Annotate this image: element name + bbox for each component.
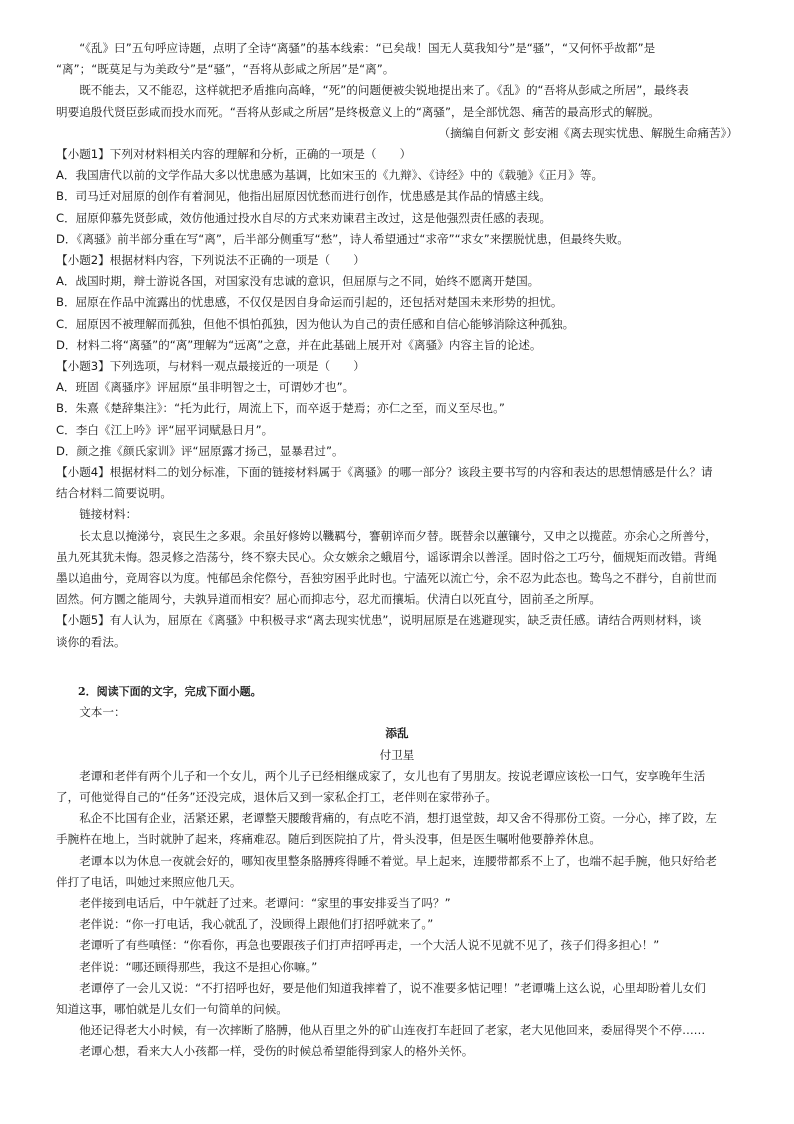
- question-stem: 【小题2】根据材料内容，下列说法不正确的一项是（ ）: [56, 253, 365, 268]
- paragraph-line: 他还记得老大小时候，有一次摔断了胳膊，他从百里之外的矿山连夜打车赶回了老家，老大见他回来，委屈得哭个不停……: [79, 1023, 706, 1038]
- link-material-label: 链接材料：: [79, 507, 138, 522]
- section-heading: 2．阅读下面的文字，完成下面小题。: [78, 684, 262, 698]
- question-stem: 【小题4】根据材料二的划分标准，下面的链接材料属于《离骚》的哪一部分？该段主要书写的内容和表达的思想情感是什么？请: [56, 465, 713, 480]
- paragraph-line: 手腕杵在地上，当时就肿了起来，疼痛难忍。随后到医院拍了片，骨头没事，但是医生嘱咐他要静养休息。: [56, 832, 601, 847]
- question-option: D．《离骚》前半部分重在写“离”，后半部分侧重写“愁”，诗人希望通过“求帝”“求女”来摆脱忧患，但最终失败。: [56, 231, 629, 246]
- link-material-line: 墨以追曲兮，竞周容以为度。忳郁邑余侘傺兮，吾独穷困乎此时也。宁溘死以流亡兮，余不忍为此态也。鸷鸟之不群兮，自前世而: [56, 571, 717, 586]
- paragraph-line: 老谭本以为休息一夜就会好的，哪知夜里整条胳膊疼得睡不着觉。早上起来，连腰带都系不上了，也端不起手腕，他只好给老: [79, 853, 717, 868]
- question-option: B．屈原在作品中流露出的忧患感，不仅仅是因自身命运而引起的，还包括对楚国未来形势的担忧。: [56, 295, 563, 310]
- question-option: A．我国唐代以前的文学作品大多以忧患感为基调，比如宋玉的《九辩》、《诗经》中的《载驰》《正月》等。: [56, 168, 604, 183]
- material-section: [56, 38, 738, 653]
- paragraph-line: 了，可他觉得自己的“任务”还没完成，退休后又到一家私企打工，老伴则在家带孙子。: [56, 789, 497, 804]
- article-title: 添乱: [385, 726, 409, 741]
- paragraph-line: 老伴说：“哪还顾得那些，我这不是担心你嘛。”: [79, 959, 318, 974]
- source-citation: （摘编自何新文 彭安湘《离去现实忧患、解脱生命痛苦》）: [438, 125, 738, 140]
- paragraph-line: 老谭停了一会儿又说：“不打招呼也好，要是他们知道我摔着了，说不准要多惦记哩！”老谭嘴上这么说，心里却盼着儿女们: [79, 980, 706, 995]
- question-option: A．战国时期，辩士游说各国，对国家没有忠诚的意识，但屈原与之不同，始终不愿离开楚国。: [56, 274, 540, 289]
- paragraph-line: 老伴接到电话后，中午就赶了过来。老谭问：“家里的事安排妥当了吗？”: [79, 895, 451, 910]
- question-option: C．李白《江上吟》评“屈平词赋悬日月”。: [56, 422, 274, 437]
- question-stem: 【小题3】下列选项，与材料一观点最接近的一项是（ ）: [56, 359, 365, 374]
- question-option: D．材料二将“离骚”的“离”理解为“远离”之意，并在此基础上展开对《离骚》内容主旨的论述。: [56, 337, 542, 352]
- paragraph-line: 伴打了电话，叫她过来照应他几天。: [56, 874, 242, 889]
- question-option: C．屈原仰慕先贤彭咸，效仿他通过投水自尽的方式来劝谏君主改过，这是他强烈责任感的表现。: [56, 210, 552, 225]
- question-option: C．屈原因不被理解而孤独，但他不惧怕孤独，因为他认为自己的责任感和自信心能够消除这种孤独。: [56, 316, 575, 331]
- text-label: 文本一：: [79, 705, 126, 720]
- reading-section: [56, 681, 738, 1063]
- paragraph-line: 明要追殷代贤臣彭咸而投水而死。“吾将从彭咸之所居”是终极意义上的“离骚”，是全部忧怨、痛苦的最高形式的解脱。: [56, 104, 660, 119]
- question-option: B．司马迁对屈原的创作有着洞见，他指出屈原因忧愁而进行创作，忧患感是其作品的情感主线。: [56, 189, 551, 204]
- question-line: 谈你的看法。: [56, 634, 126, 649]
- paragraph-line: 既不能去，又不能忍，这样就把矛盾推向高峰，“死”的问题便被尖锐地提出来了。《乱》的“吾将从彭咸之所居”，最终表: [79, 83, 689, 98]
- paragraph-line: 知道这事，哪怕就是儿女们一句简单的问候。: [56, 1001, 288, 1016]
- question-option: B．朱熹《楚辞集注》：“托为此行，周流上下，而卒返于楚焉；亦仁之至，而义至尽也。”: [56, 401, 505, 416]
- paragraph-line: 老伴说：“你一打电话，我心就乱了，没顾得上跟他们打招呼就来了。”: [79, 917, 434, 932]
- section-gap: [56, 653, 738, 681]
- question-option: D．颜之推《颜氏家训》评“屈原露才扬己，显暴君过”。: [56, 443, 344, 458]
- paragraph-line: “《乱》曰”五句呼应诗题，点明了全诗“离骚”的基本线索：“已矣哉！国无人莫我知兮”是“骚”，“又何怀乎故都”是: [79, 41, 656, 55]
- question-stem: 【小题1】下列对材料相关内容的理解和分析，正确的一项是（ ）: [56, 147, 412, 162]
- article-author: 付卫星: [379, 747, 415, 762]
- document-page: [56, 38, 738, 1063]
- paragraph-line: “离”；“既莫足与为美政兮”是“骚”，“吾将从彭咸之所居”是“离”。: [56, 62, 395, 77]
- paragraph-line: 老谭和老伴有两个儿子和一个女儿，两个儿子已经相继成家了，女儿也有了男朋友。按说老谭应该松一口气，安享晚年生活: [79, 768, 706, 783]
- question-stem: 【小题5】有人认为，屈原在《离骚》中积极寻求“离去现实忧患”，说明屈原是在逃避现实，缺乏责任感。请结合两则材料，谈: [56, 613, 702, 628]
- paragraph-line: 老谭听了有些嗔怪：“你看你，再急也要跟孩子们打声招呼再走，一个大活人说不见就不见了，孩子们得多担心！”: [79, 938, 660, 953]
- link-material-line: 长太息以掩涕兮，哀民生之多艰。余虽好修姱以鞿羁兮，謇朝谇而夕替。既替余以蕙镶兮，又申之以揽茝。亦余心之所善兮，: [79, 528, 717, 543]
- paragraph-line: 私企不比国有企业，活紧还累，老谭整天腰酸背痛的，有点吃不消，想打退堂鼓，却又舍不得那份工资。一分心，摔了跤，左: [79, 811, 717, 826]
- question-option: A．班固《离骚序》评屈原“虽非明智之士，可谓妙才也”。: [56, 380, 355, 395]
- link-material-line: 虽九死其犹未悔。怨灵修之浩荡兮，终不察夫民心。众女嫉余之蛾眉兮，谣诼谓余以善淫。固时俗之工巧兮，偭规矩而改错。背绳: [56, 549, 717, 564]
- question-option: 结合材料二简要说明。: [56, 486, 172, 501]
- paragraph-line: 老谭心想，看来大人小孩都一样，受伤的时候总希望能得到家人的格外关怀。: [79, 1044, 474, 1059]
- link-material-line: 固然。何方圜之能周兮，夫孰异道而相安？屈心而抑志兮，忍尤而攘垢。伏清白以死直兮，固前圣之所厚。: [56, 592, 601, 607]
